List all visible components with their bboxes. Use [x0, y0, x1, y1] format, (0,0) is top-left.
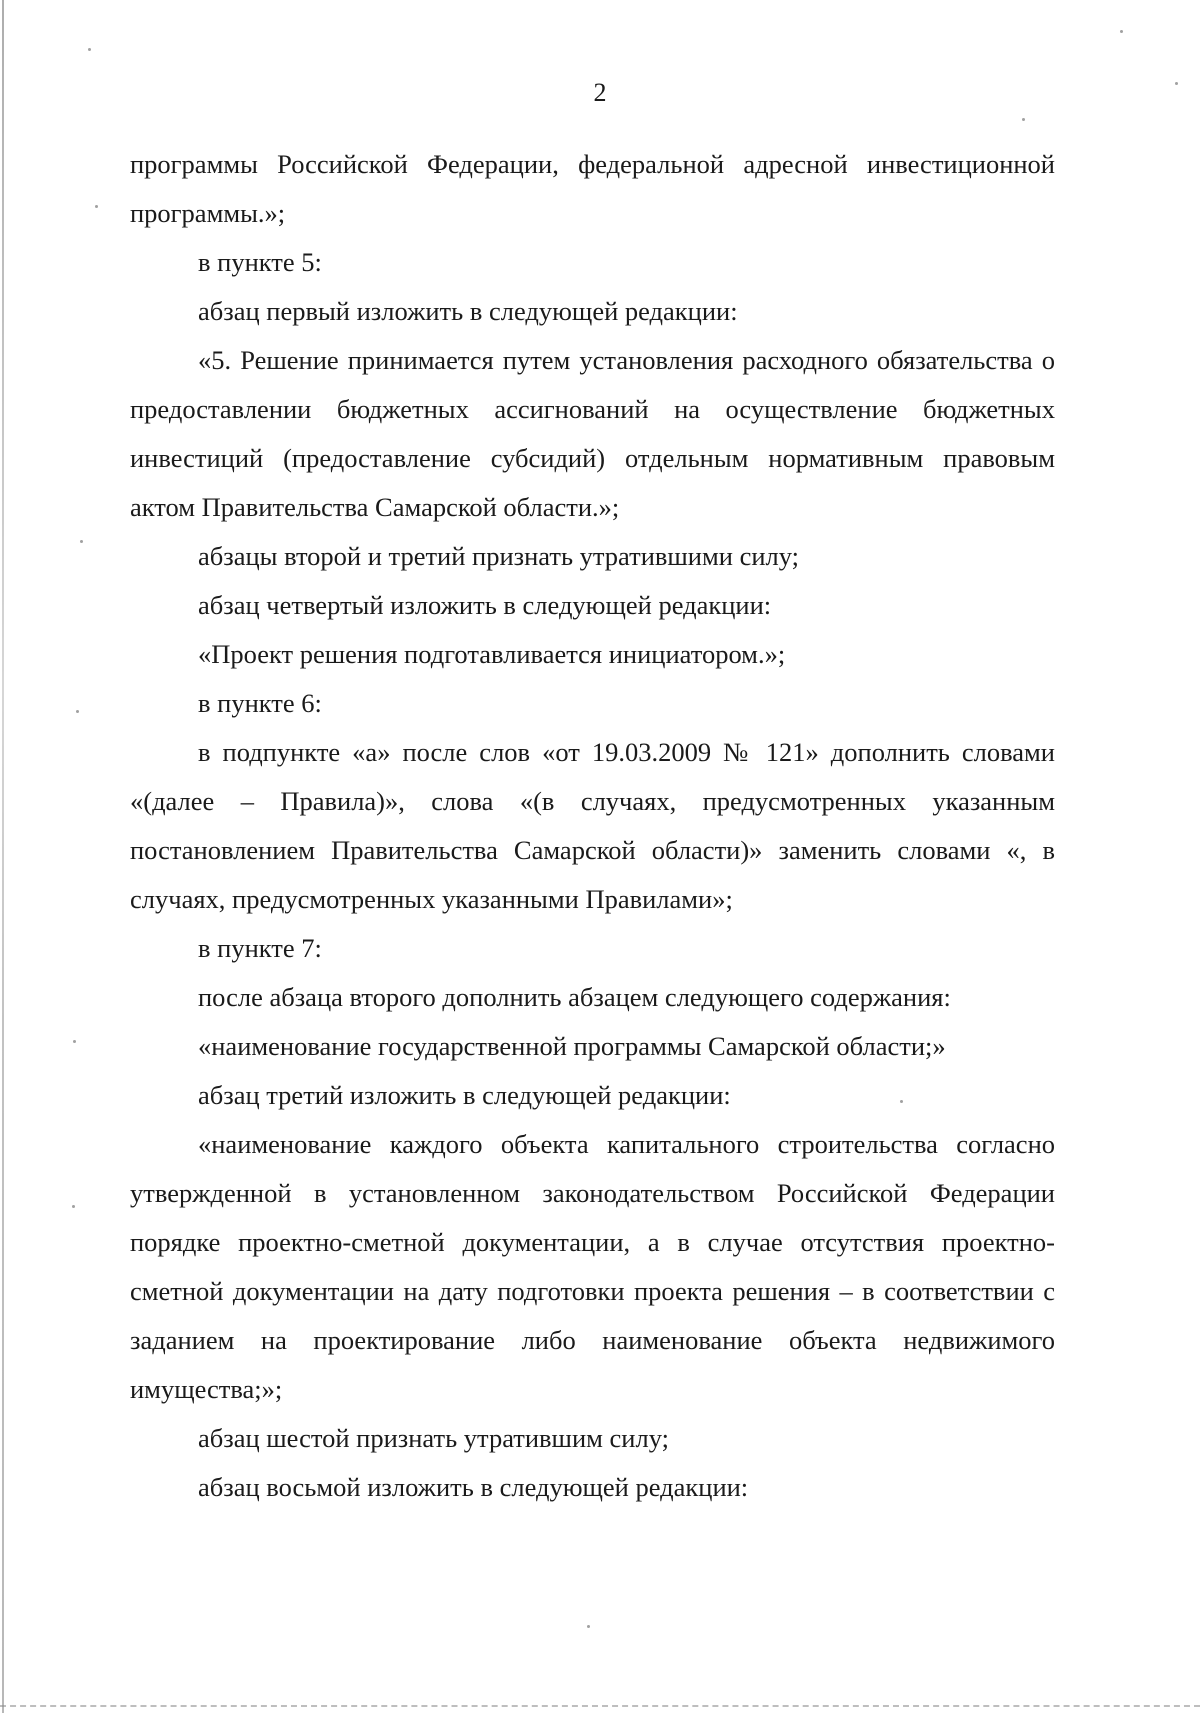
scan-speck — [88, 48, 91, 51]
paragraph: абзац третий изложить в следующей редакции: — [198, 1080, 731, 1110]
scan-speck — [1022, 118, 1025, 121]
paragraph: в подпункте «а» после слов «от 19.03.2009 № 121» дополнить словами «(далее – Правила)», слова «(в случаях, предусмотренных указанным постановлением Правительства Самарской области)» заменить словами «, в случаях, предусмотренных указанными Правилами»; — [130, 737, 1055, 914]
document-body — [130, 140, 1055, 1512]
scan-speck — [80, 540, 83, 543]
paragraph: абзац четвертый изложить в следующей редакции: — [198, 590, 772, 620]
paragraph: абзац восьмой изложить в следующей редакции: — [198, 1472, 749, 1502]
paragraph: программы Российской Федерации, федеральной адресной инвестиционной программы.»; — [130, 149, 1055, 228]
scan-speck — [72, 1205, 75, 1208]
scan-speck — [73, 1040, 76, 1043]
paragraph: абзацы второй и третий признать утратившими силу; — [198, 541, 799, 571]
paragraph: после абзаца второго дополнить абзацем следующего содержания: — [198, 982, 951, 1012]
scan-speck — [587, 1625, 590, 1628]
paragraph: «5. Решение принимается путем установления расходного обязательства о предоставлении бюджетных ассигнований на осуществление бюджетных инвестиций (предоставление субсидий) отдельным нормативным правовым актом Правительства Самарской области.»; — [130, 345, 1055, 522]
paragraph: «наименование каждого объекта капитального строительства согласно утвержденной в установленном законодательством Российской Федерации порядке проектно-сметной документации, а в случае отсутствия проектно-сметной документации на дату подготовки проекта решения – в соответствии с заданием на проектирование либо наименование объекта недвижимого имущества;»; — [130, 1129, 1055, 1404]
scan-bottom-edge — [0, 1705, 1200, 1707]
scan-speck — [76, 710, 79, 713]
paragraph: в пункте 7: — [198, 933, 322, 963]
paragraph: абзац шестой признать утратившим силу; — [198, 1423, 669, 1453]
scan-speck — [1120, 30, 1123, 33]
page-number: 2 — [593, 78, 607, 107]
paragraph: «наименование государственной программы Самарской области;» — [198, 1031, 946, 1061]
scan-left-edge — [2, 0, 4, 1713]
paragraph: «Проект решения подготавливается инициатором.»; — [198, 639, 786, 669]
paragraph: абзац первый изложить в следующей редакции: — [198, 296, 738, 326]
paragraph: в пункте 6: — [198, 688, 322, 718]
paragraph: в пункте 5: — [198, 247, 322, 277]
scan-speck — [95, 205, 98, 208]
